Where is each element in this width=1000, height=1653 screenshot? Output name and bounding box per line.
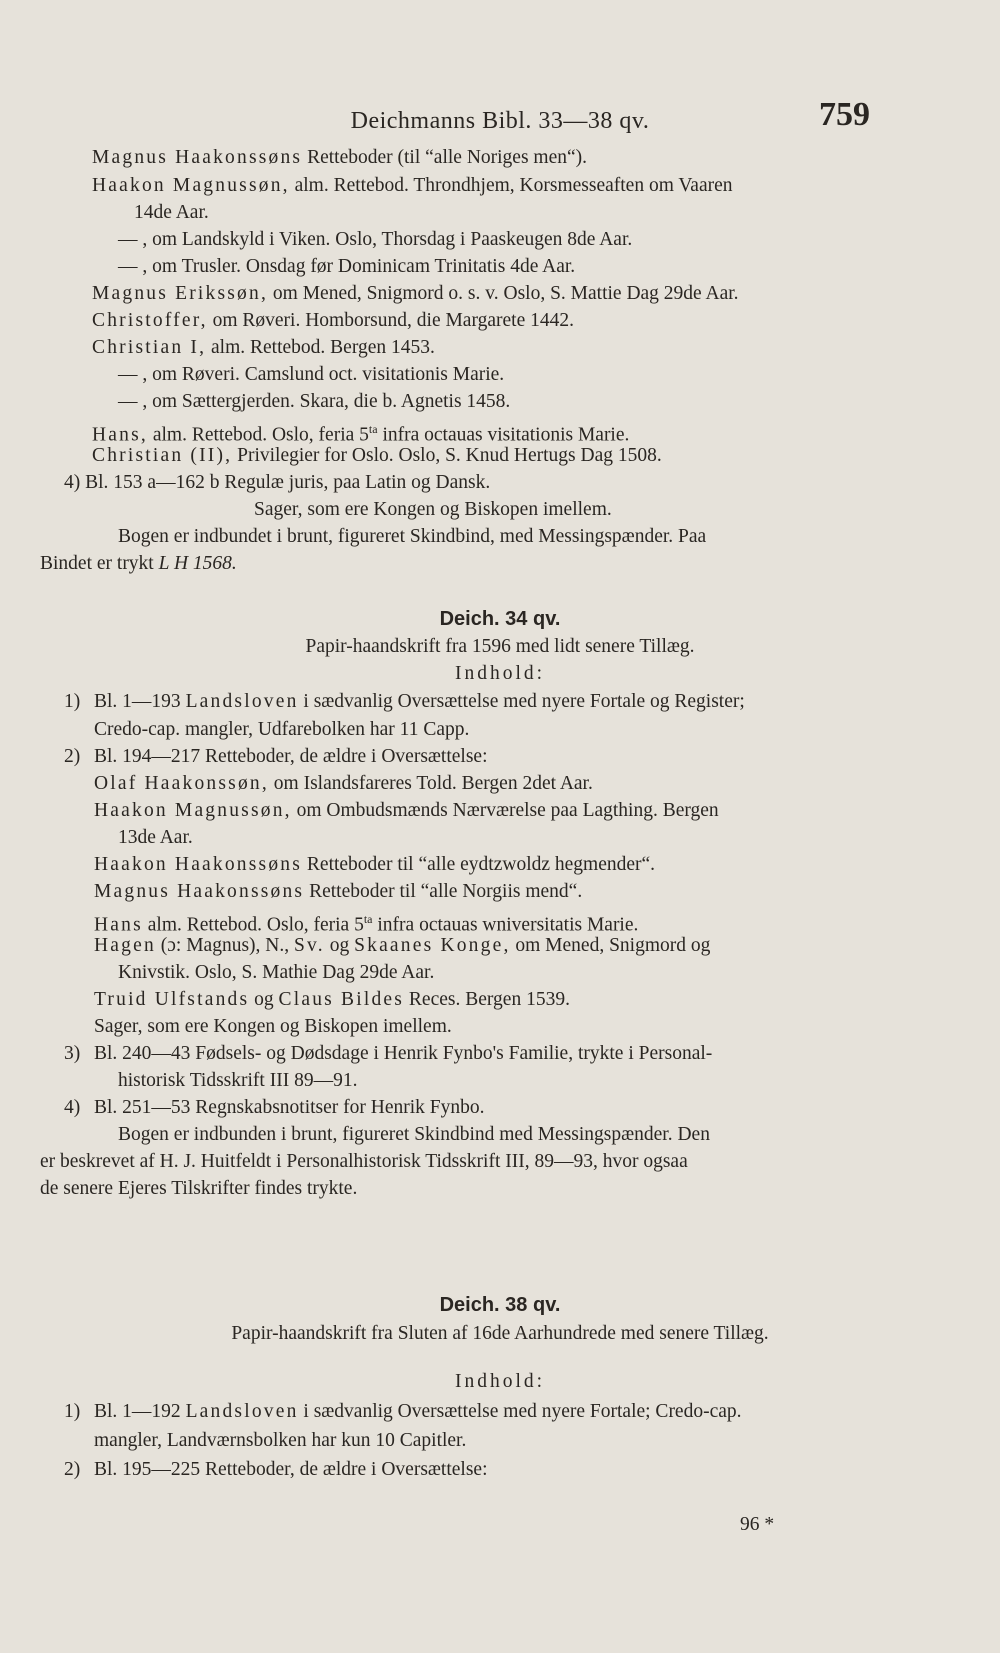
text-line: Truid Ulfstands og Claus Bildes Reces. Bergen 1539. — [94, 989, 570, 1010]
text-line: Magnus Erikssøn, om Mened, Snigmord o. s. v. Oslo, S. Mattie Dag 29de Aar. — [92, 283, 739, 304]
text-line: Sager, som ere Kongen og Biskopen imellem. — [94, 1016, 452, 1037]
text-line: Bogen er indbunden i brunt, figureret Skindbind med Messingspænder. Den — [118, 1124, 710, 1145]
text-line: — , om Landskyld i Viken. Oslo, Thorsdag i Paaskeugen 8de Aar. — [118, 229, 633, 250]
text-line: er beskrevet af H. J. Huitfeldt i Personalhistorisk Tidsskrift III, 89—93, hvor ogsaa — [40, 1151, 688, 1172]
text-line: Sager, som ere Kongen og Biskopen imellem. — [254, 499, 612, 520]
running-header: Deichmanns Bibl. 33—38 qv. — [350, 108, 650, 134]
list-item: 1) Bl. 1—192 Landsloven i sædvanlig Oversættelse med nyere Fortale; Credo-cap. — [64, 1401, 742, 1422]
contents-label: Indhold: — [454, 1371, 546, 1392]
text-line: de senere Ejeres Tilskrifter findes trykte. — [40, 1178, 358, 1199]
text-line: 13de Aar. — [118, 827, 193, 848]
text-line: Haakon Magnussøn, om Ombudsmænds Nærværelse paa Lagthing. Bergen — [94, 800, 719, 821]
section-description: Papir-haandskrift fra 1596 med lidt senere Tillæg. — [305, 636, 695, 657]
section-description: Papir-haandskrift fra Sluten af 16de Aarhundrede med senere Tillæg. — [231, 1323, 769, 1344]
text-line: Olaf Haakonssøn, om Islandsfareres Told. Bergen 2det Aar. — [94, 773, 593, 794]
list-item: 4) Bl. 251—53 Regnskabsnotitser for Henrik Fynbo. — [64, 1097, 485, 1118]
text-line: Christoffer, om Røveri. Homborsund, die Margarete 1442. — [92, 310, 574, 331]
section-heading: Deich. 34 qv. — [439, 608, 561, 630]
text-line: Christian I, alm. Rettebod. Bergen 1453. — [92, 337, 435, 358]
text-line: Magnus Haakonssøns Retteboder til “alle Norgiis mend“. — [94, 881, 583, 902]
text-line: Bindet er trykt L H 1568. — [40, 553, 237, 574]
text-line: Haakon Haakonssøns Retteboder til “alle eydtzwoldz hegmender“. — [94, 854, 656, 875]
text-line: historisk Tidsskrift III 89—91. — [118, 1070, 358, 1091]
text-line: Knivstik. Oslo, S. Mathie Dag 29de Aar. — [118, 962, 435, 983]
text-line: Haakon Magnussøn, alm. Rettebod. Throndhjem, Korsmesseaften om Vaaren — [92, 175, 733, 196]
text-line: 14de Aar. — [134, 202, 209, 223]
text-line: Credo-cap. mangler, Udfarebolken har 11 Capp. — [94, 719, 470, 740]
text-line: 4) Bl. 153 a—162 b Regulæ juris, paa Latin og Dansk. — [64, 472, 491, 493]
text-line: Magnus Haakonssøns Retteboder (til “alle Noriges men“). — [92, 147, 588, 168]
list-item: 1) Bl. 1—193 Landsloven i sædvanlig Oversættelse med nyere Fortale og Register; — [64, 691, 745, 712]
section-heading: Deich. 38 qv. — [439, 1294, 561, 1316]
text-line: Hans alm. Rettebod. Oslo, feria $5^{ta}$ infra octauas wniversitatis Marie. — [94, 912, 639, 936]
text-line: mangler, Landværnsbolken har kun 10 Capitler. — [94, 1430, 467, 1451]
signature-mark: 96 * — [740, 1514, 775, 1535]
list-item: 2) Bl. 195—225 Retteboder, de ældre i Oversættelse: — [64, 1459, 488, 1480]
list-item: 2) Bl. 194—217 Retteboder, de ældre i Oversættelse: — [64, 746, 488, 767]
contents-label: Indhold: — [454, 663, 546, 684]
text-line: — , om Trusler. Onsdag før Dominicam Trinitatis 4de Aar. — [118, 256, 576, 277]
page-number: 759 — [819, 96, 870, 133]
text-line: — , om Røveri. Camslund oct. visitationis Marie. — [118, 364, 505, 385]
text-line: — , om Sættergjerden. Skara, die b. Agnetis 1458. — [118, 391, 511, 412]
text-line: Hagen (ɔ: Magnus), N., Sv. og Skaanes Konge, om Mened, Snigmord og — [94, 935, 711, 956]
text-line: Christian (II), Privilegier for Oslo. Oslo, S. Knud Hertugs Dag 1508. — [92, 445, 662, 466]
text-line: Hans, alm. Rettebod. Oslo, feria $5^{ta}$ infra octauas visitationis Marie. — [92, 422, 630, 446]
text-line: Bogen er indbundet i brunt, figureret Skindbind, med Messingspænder. Paa — [118, 526, 707, 547]
list-item: 3) Bl. 240—43 Fødsels- og Dødsdage i Henrik Fynbo's Familie, trykte i Personal- — [64, 1043, 713, 1064]
